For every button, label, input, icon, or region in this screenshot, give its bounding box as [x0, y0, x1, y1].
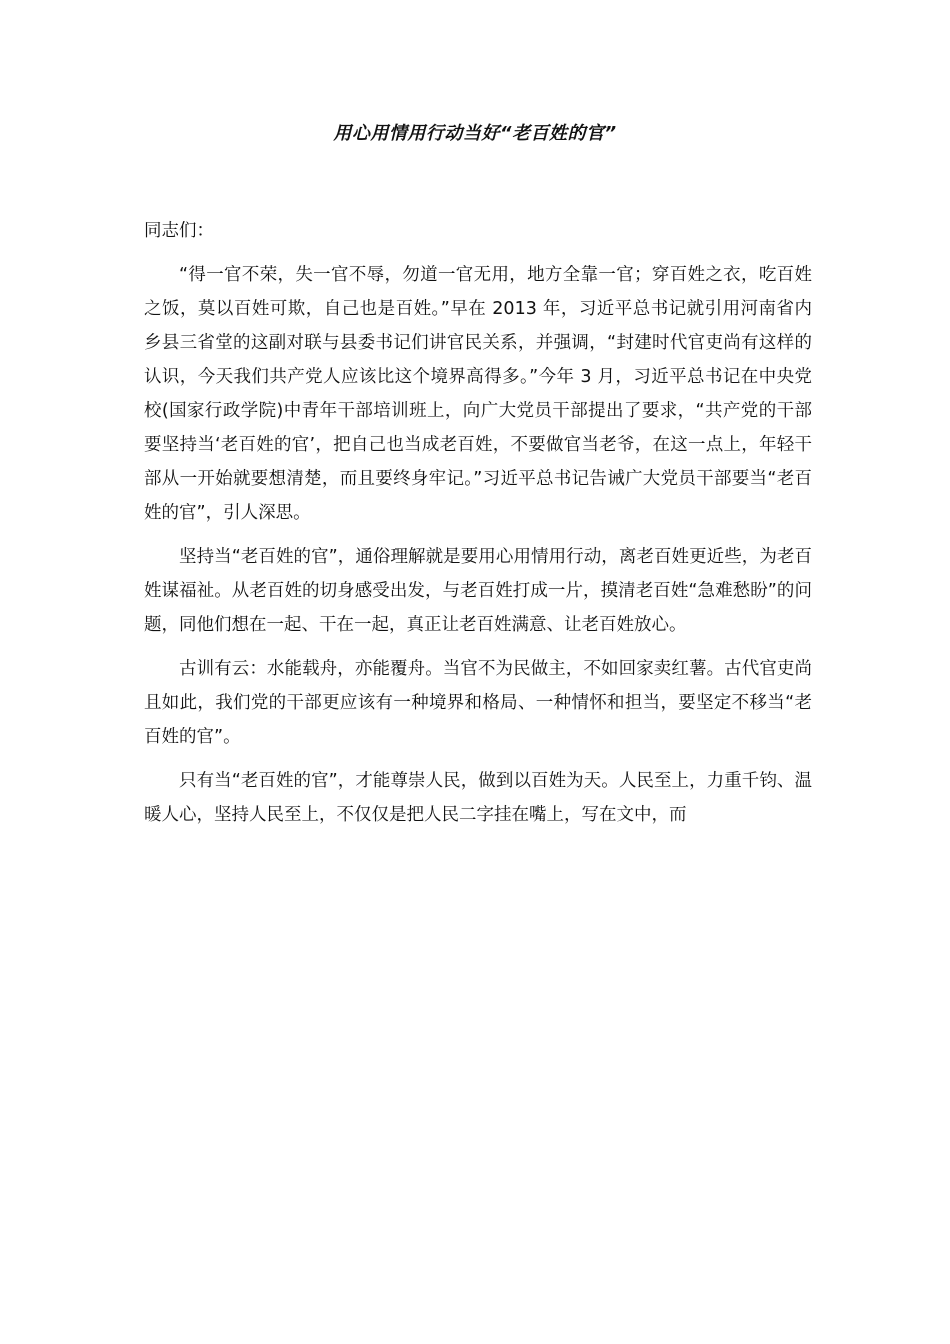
document-title: 用心用情用行动当好“老百姓的官” — [333, 123, 617, 144]
document-body — [144, 214, 812, 842]
paragraph-3: 古训有云：水能载舟，亦能覆舟。当官不为民做主，不如回家卖红薯。古代官吏尚且如此，我们党的干部更应该有一种境界和格局、一种情怀和担当，要坚定不移当“老百姓的官”。 — [144, 659, 812, 747]
paragraph-4: 只有当“老百姓的官”，才能尊崇人民，做到以百姓为天。人民至上，力重千钧、温暖人心，坚持人民至上，不仅仅是把人民二字挂在嘴上，写在文中，而 — [144, 771, 812, 825]
salutation: 同志们： — [144, 221, 214, 241]
paragraph-2: 坚持当“老百姓的官”，通俗理解就是要用心用情用行动，离老百姓更近些，为老百姓谋福祉。从老百姓的切身感受出发，与老百姓打成一片，摸清老百姓“急难愁盼”的问题，同他们想在一起、干在一起，真正让老百姓满意、让老百姓放心。 — [144, 547, 812, 635]
paragraph-1: “得一官不荣，失一官不辱，勿道一官无用，地方全靠一官；穿百姓之衣，吃百姓之饭，莫以百姓可欺，自己也是百姓。”早在 2013 年，习近平总书记就引用河南省内乡县三省堂的这副对联与县委书记们讲官民关系，并强调，“封建时代官吏尚有这样的认识，今天我们共产党人应该比这个境界高得多。”今年 3 月，习近平总书记在中央党校(国家行政学院)中青年干部培训班上，向广大党员干部提出了要求，“共产党的干部要坚持当‘老百姓的官’，把自己也当成老百姓，不要做官当老爷，在这一点上，年轻干部从一开始就要想清楚，而且要终身牢记。”习近平总书记告诫广大党员干部要当“老百姓的官”，引人深思。 — [144, 265, 812, 523]
